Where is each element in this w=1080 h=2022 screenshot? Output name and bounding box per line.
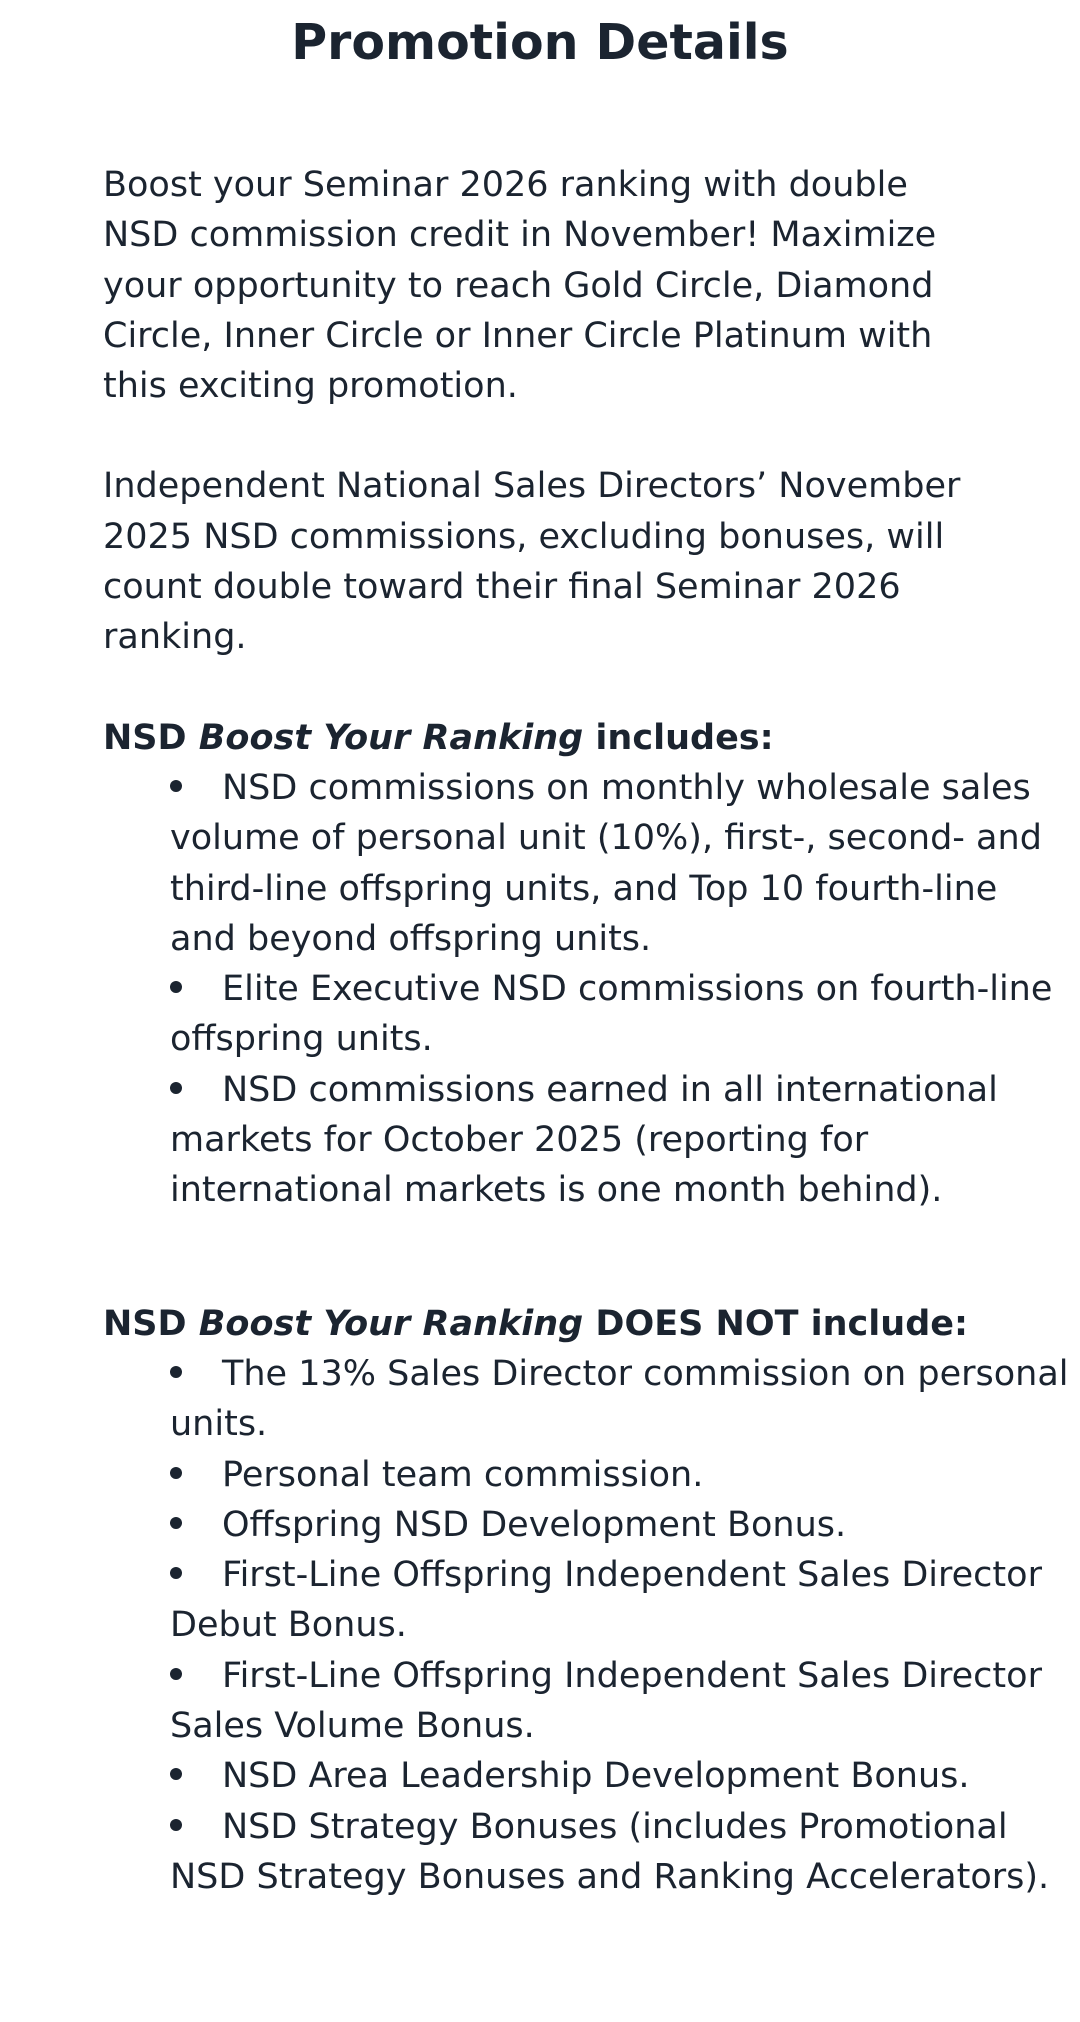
bullet-icon [170,1500,222,1550]
bullet-icon [170,1349,222,1399]
bullet-icon [170,1802,222,1852]
promotion-content [103,160,1069,1902]
bullet-icon [170,763,222,813]
excludes-list-item [170,1450,1070,1500]
excludes-item-text: First-Line Offspring Independent Sales Director Sales Volume Bonus. [170,1655,1042,1747]
bullet-icon [170,1751,222,1801]
excludes-item-text: Offspring NSD Development Bonus. [222,1504,847,1545]
excludes-list-item [170,1802,1070,1903]
excludes-list-item [170,1349,1070,1450]
excludes-heading [103,1299,973,1349]
includes-heading-suffix: includes: [583,717,774,758]
excludes-list-item [170,1550,1070,1651]
excludes-item-text: First-Line Offspring Independent Sales Director Debut Bonus. [170,1555,1042,1646]
excludes-list-item [170,1500,1070,1550]
excludes-list-item [170,1751,1070,1801]
includes-list-item [170,964,1070,1065]
excludes-list [103,1349,1070,1902]
includes-heading-emphasis: Boost Your Ranking [198,717,584,758]
includes-item-text: NSD commissions earned in all international markets for October 2025 (reporting for international markets is one month behind). [170,1069,998,1211]
page-title: Promotion Details [291,14,789,71]
bullet-icon [170,1651,222,1701]
excludes-item-text: Personal team commission. [222,1454,704,1495]
intro-paragraph-2: Independent National Sales Directors’ November 2025 NSD commissions, excluding bonuses, will count double toward their final Seminar 2026 ranking. [103,466,961,658]
includes-item-text: NSD commissions on monthly wholesale sales volume of personal unit (10%), first-, second- and third-line offspring units, and Top 10 fourth-line and beyond offspring units. [170,767,1042,959]
bullet-icon [170,1550,222,1600]
section-spacer [103,1216,973,1299]
includes-list-item [170,1065,1070,1216]
includes-heading [103,713,973,763]
intro-paragraph-1: Boost your Seminar 2026 ranking with double NSD commission credit in November! Maximize your opportunity to reach Gold Circle, Diamond Circle, Inner Circle or Inner Circle Platinum with this exciting promotion. [103,165,937,407]
excludes-heading-emphasis: Boost Your Ranking [198,1303,584,1344]
excludes-heading-suffix: DOES NOT include: [583,1303,969,1344]
bullet-icon [170,964,222,1014]
includes-heading-prefix: NSD [103,717,199,758]
includes-list [103,763,1070,1216]
bullet-icon [170,1065,222,1115]
excludes-item-text: The 13% Sales Director commission on personal units. [170,1353,1069,1445]
excludes-item-text: NSD Strategy Bonuses (includes Promotional NSD Strategy Bonuses and Ranking Accelerators). [170,1806,1050,1897]
includes-list-item [170,763,1070,964]
bullet-icon [170,1450,222,1500]
excludes-heading-prefix: NSD [103,1303,199,1344]
excludes-list-item [170,1651,1070,1752]
includes-item-text: Elite Executive NSD commissions on fourth-line offspring units. [170,969,1053,1060]
excludes-item-text: NSD Area Leadership Development Bonus. [222,1756,970,1797]
